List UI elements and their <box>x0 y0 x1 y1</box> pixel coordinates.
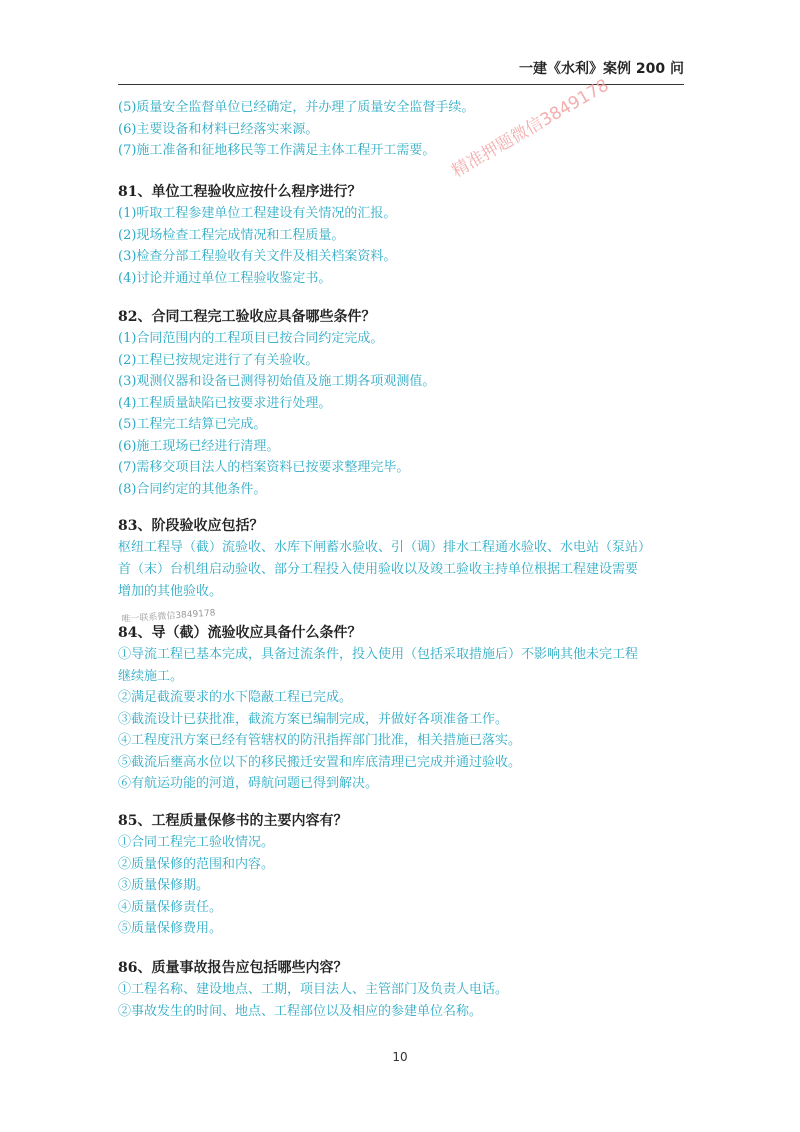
list-item: (5)质量安全监督单位已经确定，并办理了质量安全监督手续。 <box>118 100 475 115</box>
question-title: 83、阶段验收应包括？ <box>118 518 264 534</box>
list-item: (2)工程已按规定进行了有关验收。 <box>118 352 319 368</box>
question-83 <box>118 515 688 603</box>
list-item: ①导流工程已基本完成，具备过流条件，投入使用（包括采取措施后）不影响其他未完工程 <box>118 647 639 662</box>
list-item: ③质量保修期。 <box>118 878 210 893</box>
list-item: (4)工程质量缺陷已按要求进行处理。 <box>118 395 332 411</box>
question-86 <box>118 957 688 1022</box>
list-item: ④工程度汛方案已经有管辖权的防汛指挥部门批准，相关措施已落实。 <box>118 733 522 748</box>
question-82 <box>118 306 688 500</box>
list-item: ④质量保修责任。 <box>118 899 223 915</box>
question-title: 82、合同工程完工验收应具备哪些条件？ <box>118 309 376 325</box>
list-item: 继续施工。 <box>118 668 184 684</box>
list-item: ②质量保修的范围和内容。 <box>118 856 275 872</box>
list-item: (1)合同范围内的工程项目已按合同约定完成。 <box>118 331 384 346</box>
question-title: 81、单位工程验收应按什么程序进行？ <box>118 184 362 200</box>
list-item: ①合同工程完工验收情况。 <box>118 835 275 850</box>
list-item: (6)施工现场已经进行清理。 <box>118 438 280 454</box>
list-item: (5)工程完工结算已完成。 <box>118 417 267 432</box>
list-item: (2)现场检查工程完成情况和工程质量。 <box>118 227 345 243</box>
list-item: (3)检查分部工程验收有关文件及相关档案资料。 <box>118 249 397 264</box>
paragraph-line: 增加的其他验收。 <box>118 584 223 599</box>
paragraph-line: 枢纽工程导（截）流验收、水库下闸蓄水验收、引（调）排水工程通水验收、水电站（泵站） <box>118 540 652 555</box>
question-title: 85、工程质量保修书的主要内容有？ <box>118 813 348 829</box>
list-item: (3)观测仪器和设备已测得初始值及施工期各项观测值。 <box>118 374 436 389</box>
watermark-small: 唯一联系微信3849178 <box>121 608 216 625</box>
list-item: ②事故发生的时间、地点、工程部位以及相应的参建单位名称。 <box>118 1003 483 1019</box>
list-item: (7)需移交项目法人的档案资料已按要求整理完毕。 <box>118 460 410 475</box>
watermark-main: 精准押题微信3849178 <box>448 75 613 182</box>
intro-section <box>118 97 688 162</box>
question-81 <box>118 181 688 289</box>
question-title: 84、导（截）流验收应具备什么条件？ <box>118 625 362 641</box>
list-item: (8)合同约定的其他条件。 <box>118 481 267 497</box>
list-item: ②满足截流要求的水下隐蔽工程已完成。 <box>118 690 353 705</box>
list-item: ①工程名称、建设地点、工期，项目法人、主管部门及负责人电话。 <box>118 982 509 997</box>
list-item: (4)讨论并通过单位工程验收鉴定书。 <box>118 270 332 286</box>
list-item: ⑥有航运功能的河道，碍航问题已得到解决。 <box>118 776 379 791</box>
list-item: (7)施工准备和征地移民等工作满足主体工程开工需要。 <box>118 143 436 158</box>
list-item: (1)听取工程参建单位工程建设有关情况的汇报。 <box>118 206 397 221</box>
list-item: ⑤质量保修费用。 <box>118 921 223 936</box>
question-title: 86、质量事故报告应包括哪些内容？ <box>118 960 348 976</box>
list-item: ③截流设计已获批准，截流方案已编制完成，并做好各项准备工作。 <box>118 711 509 727</box>
paragraph-line: 首（末）台机组启动验收、部分工程投入使用验收以及竣工验收主持单位根据工程建设需要 <box>118 562 639 577</box>
page-number: 10 <box>392 1050 408 1064</box>
list-item: ⑤截流后壅高水位以下的移民搬迁安置和库底清理已完成并通过验收。 <box>118 754 522 770</box>
page-header-title: 一建《水利》案例 200 问 <box>519 61 684 77</box>
question-85 <box>118 810 688 940</box>
question-84 <box>118 622 688 795</box>
list-item: (6)主要设备和材料已经落实来源。 <box>118 121 319 137</box>
